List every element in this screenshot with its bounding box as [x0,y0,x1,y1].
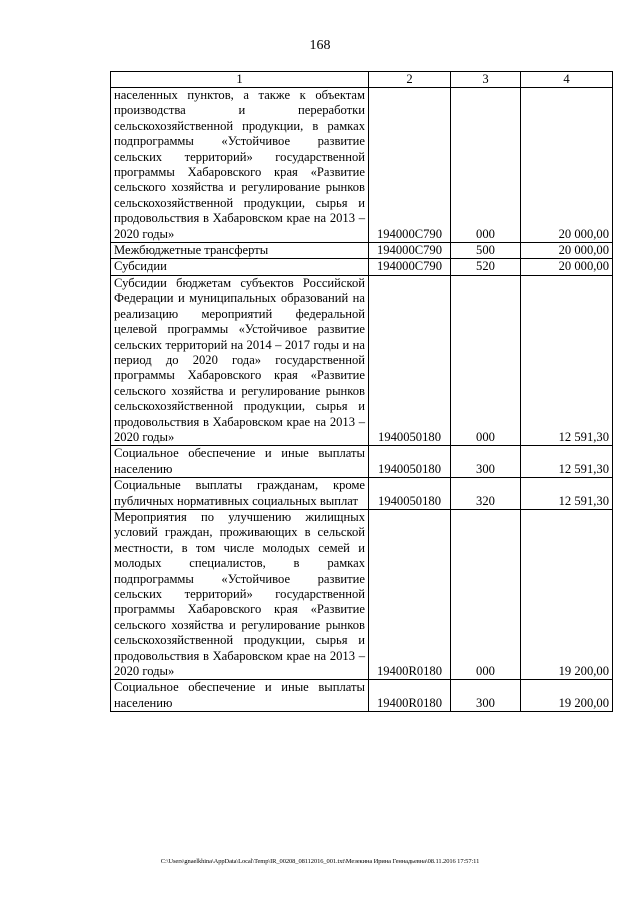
row-type: 520 [451,259,521,275]
table-row [111,88,613,243]
row-sum: 12 591,30 [521,275,613,445]
row-type: 300 [451,446,521,478]
table-row [111,243,613,259]
row-code: 1940050180 [369,478,451,510]
row-type: 500 [451,243,521,259]
row-code: 194000С790 [369,88,451,243]
table-row [111,259,613,275]
row-code: 19400R0180 [369,509,451,679]
row-type: 000 [451,509,521,679]
row-sum: 20 000,00 [521,259,613,275]
row-sum: 19 200,00 [521,680,613,712]
column-header-name: 1 [111,72,369,88]
table-row [111,509,613,679]
row-sum: 20 000,00 [521,88,613,243]
row-name: Социальные выплаты гражданам, кроме публичных нормативных социальных выплат [111,478,369,510]
row-name: населенных пунктов, а также к объектам производства и переработки сельскохозяйственной продукции, в рамках подпрограммы «Устойчивое развитие сельских территорий» государственной программы Хабаровского края «Развитие сельского хозяйства и регулирование рынков сельскохозяйственной продукции, сырья и продовольствия в Хабаровском крае на 2013 – 2020 годы» [111,88,369,243]
row-name: Социальное обеспечение и иные выплаты населению [111,446,369,478]
row-name: Межбюджетные трансферты [111,243,369,259]
column-header-code: 2 [369,72,451,88]
row-code: 194000С790 [369,243,451,259]
table-header-row [111,72,613,88]
row-type: 300 [451,680,521,712]
row-sum: 19 200,00 [521,509,613,679]
row-type: 320 [451,478,521,510]
column-header-sum: 4 [521,72,613,88]
row-name: Субсидии [111,259,369,275]
row-sum: 20 000,00 [521,243,613,259]
row-name: Субсидии бюджетам субъектов Российской Федерации и муниципальных образований на реализацию мероприятий федеральной целевой программы «Устойчивое развитие сельских территорий на 2014 – 2017 годы и на период до 2020 года» государственной программы Хабаровского края «Развитие сельского хозяйства и регулирование рынков сельскохозяйственной продукции, сырья и продовольствия в Хабаровском крае на 2013 – 2020 годы» [111,275,369,445]
column-header-type: 3 [451,72,521,88]
table-row [111,275,613,445]
row-code: 194000С790 [369,259,451,275]
budget-table [110,71,613,712]
row-type: 000 [451,275,521,445]
table-row [111,446,613,478]
table-row [111,680,613,712]
row-code: 1940050180 [369,446,451,478]
row-sum: 12 591,30 [521,478,613,510]
table-row [111,478,613,510]
document-footer-path: C:\Users\gnaelkhina\AppData\Local\Temp\IR_00208_08112016_001.txt\Мезекина Ирина Геннадьевна\08.11.2016 17:57:11 [160,858,480,865]
row-sum: 12 591,30 [521,446,613,478]
row-name: Мероприятия по улучшению жилищных условий граждан, проживающих в сельской местности, в том числе молодых семей и молодых специалистов, в рамках подпрограммы «Устойчивое развитие сельских территорий» государственной программы Хабаровского края «Развитие сельского хозяйства и регулирование рынков сельскохозяйственной продукции, сырья и продовольствия в Хабаровском крае на 2013 – 2020 годы» [111,509,369,679]
row-name: Социальное обеспечение и иные выплаты населению [111,680,369,712]
row-type: 000 [451,88,521,243]
row-code: 19400R0180 [369,680,451,712]
row-code: 1940050180 [369,275,451,445]
page-number: 168 [309,38,331,53]
